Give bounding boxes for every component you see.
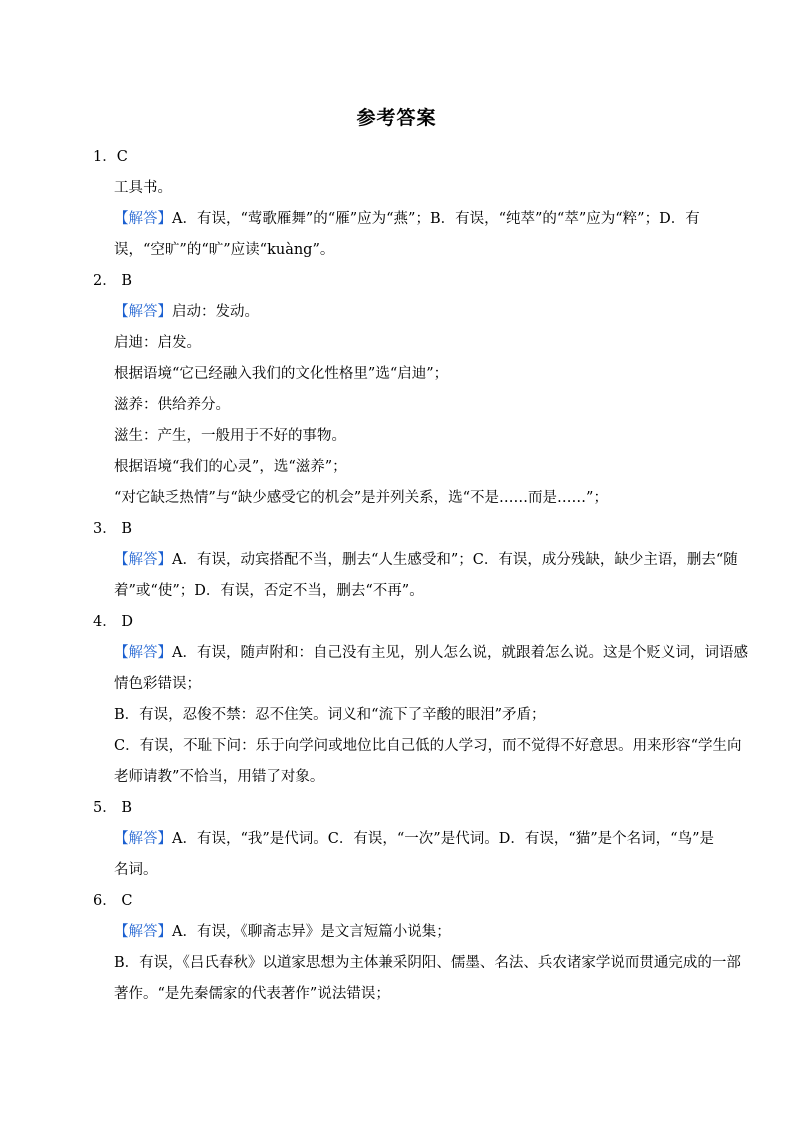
- question-number: 1．C: [93, 149, 128, 165]
- question-number: 5． B: [93, 800, 132, 816]
- answer-line: [93, 824, 723, 855]
- answer-tag-label: 【解答】: [114, 645, 172, 661]
- answer-line-text: A．有误，动宾搭配不当，删去“人生感受和”；C．有误，成分残缺，缺少主语，删去“随: [172, 552, 738, 568]
- question-number: 4． D: [93, 614, 133, 630]
- question-number: 2． B: [93, 273, 132, 289]
- question-number: 3． B: [93, 521, 132, 537]
- answer-line: [93, 917, 723, 948]
- answer-line: 老师请教”不恰当，用错了对象。: [114, 769, 325, 785]
- answer-line-text: A．有误，随声附和：自己没有主见，别人怎么说，就跟着怎么说。这是个贬义词，词语感: [172, 645, 748, 661]
- answer-tag-label: 【解答】: [114, 211, 172, 227]
- answer-line: 根据语境“我们的心灵”，选“滋养”；: [114, 459, 347, 475]
- answer-line-text: 启动：发动。: [172, 304, 259, 320]
- answer-line: [93, 638, 748, 669]
- answer-line: 名词。: [114, 862, 158, 878]
- answer-tag-label: 【解答】: [114, 304, 172, 320]
- answer-content: [93, 142, 748, 1010]
- answer-line: 误，“空旷”的“旷”应读“kuàng”。: [114, 242, 335, 258]
- answer-line: 着”或“使”；D．有误，否定不当，删去“不再”。: [114, 583, 424, 599]
- answer-line: 滋生：产生，一般用于不好的事物。: [114, 428, 346, 444]
- answer-line: 启迪：启发。: [114, 335, 201, 351]
- answer-tag-label: 【解答】: [114, 831, 172, 847]
- answer-line-text: A．有误，《聊斋志异》是文言短篇小说集；: [172, 924, 451, 940]
- answer-line: [93, 204, 723, 235]
- answer-line: [93, 545, 738, 576]
- answer-line-text: A．有误，“我”是代词。C．有误，“一次”是代词。D．有误，“猫”是个名词，“鸟”是: [172, 831, 714, 847]
- answer-line: 工具书。: [114, 180, 172, 196]
- answer-line: 滋养：供给养分。: [114, 397, 230, 413]
- answer-line: “对它缺乏热情”与“缺少感受它的机会”是并列关系，选“不是……而是……”；: [114, 490, 608, 506]
- answer-line: C．有误，不耻下问：乐于向学问或地位比自己低的人学习，而不觉得不好意思。用来形容“学生向: [114, 738, 742, 754]
- answer-line-text: A．有误，“莺歌雁舞”的“雁”应为“燕”；B．有误，“纯萃”的“萃”应为“粹”；D．有: [172, 211, 700, 227]
- answer-line: B．有误，忍俊不禁：忍不住笑。词义和“流下了辛酸的眼泪”矛盾；: [114, 707, 546, 723]
- answer-tag-label: 【解答】: [114, 924, 172, 940]
- answer-tag-label: 【解答】: [114, 552, 172, 568]
- question-number: 6． C: [93, 893, 133, 909]
- page-title: 参考答案: [356, 107, 437, 129]
- answer-line: [93, 297, 723, 328]
- answer-line: 情色彩错误；: [114, 676, 201, 692]
- answer-line: 著作。“是先秦儒家的代表著作”说法错误；: [114, 986, 390, 1002]
- answer-line: 根据语境“它已经融入我们的文化性格里”选“启迪”；: [114, 366, 449, 382]
- answer-line: B．有误，《吕氏春秋》以道家思想为主体兼采阴阳、儒墨、名法、兵农诸家学说而贯通完成的一部: [114, 955, 741, 971]
